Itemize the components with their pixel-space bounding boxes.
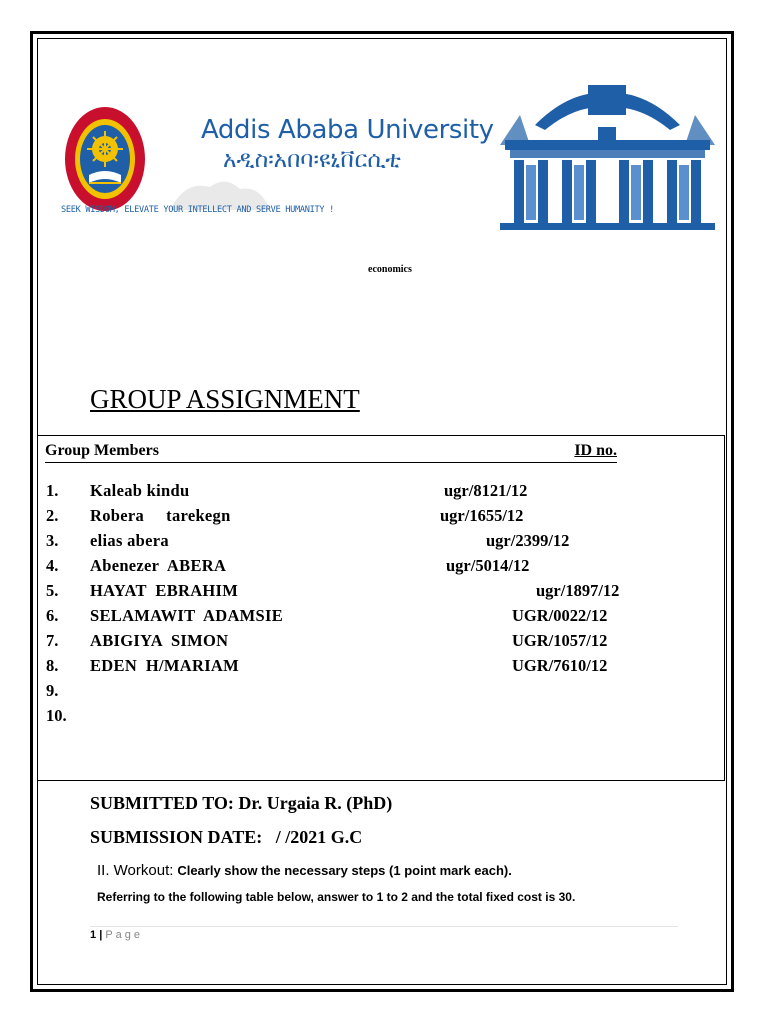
member-id: ugr/5014/12 xyxy=(446,556,530,575)
university-seal-icon xyxy=(63,105,147,213)
university-banner xyxy=(55,85,715,235)
member-id: UGR/7610/12 xyxy=(512,656,608,675)
member-id: ugr/1897/12 xyxy=(536,581,620,600)
table-row xyxy=(46,681,59,706)
footer-divider xyxy=(90,926,678,927)
table-row xyxy=(46,581,620,606)
table-row xyxy=(46,531,570,556)
submission-date: SUBMISSION DATE: / /2021 G.C xyxy=(90,827,363,847)
row-number: 1. xyxy=(46,481,59,500)
row-number: 3. xyxy=(46,531,59,550)
member-name: Robera tarekegn xyxy=(90,506,231,525)
row-number: 6. xyxy=(46,606,59,625)
footer-separator: | xyxy=(99,929,103,941)
workout-line xyxy=(97,862,512,879)
table-row xyxy=(46,631,608,656)
table-row xyxy=(46,556,530,581)
row-number: 5. xyxy=(46,581,59,600)
member-id: UGR/0022/12 xyxy=(512,606,608,625)
table-row xyxy=(46,606,608,631)
member-id: ugr/1655/12 xyxy=(440,506,524,525)
page-number: 1 xyxy=(90,929,97,941)
subject-label: economics xyxy=(368,264,412,275)
page-footer xyxy=(90,929,143,941)
table-row xyxy=(46,706,67,731)
member-id: UGR/1057/12 xyxy=(512,631,608,650)
page-title: GROUP ASSIGNMENT xyxy=(90,384,360,414)
table-row xyxy=(46,481,528,506)
row-number: 8. xyxy=(46,656,59,675)
university-name-amharic: አዲስ፡አበባ፡ዩኒቨርሲቲ xyxy=(223,147,401,173)
university-building-icon xyxy=(500,85,715,230)
member-id: ugr/8121/12 xyxy=(444,481,528,500)
row-number: 4. xyxy=(46,556,59,575)
page-label: Page xyxy=(105,929,144,941)
university-motto: SEEK WISDOM, ELEVATE YOUR INTELLECT AND SERVE HUMANITY ! xyxy=(61,205,334,215)
submitted-to: SUBMITTED TO: Dr. Urgaia R. (PhD) xyxy=(90,793,393,813)
member-name: HAYAT EBRAHIM xyxy=(90,581,239,600)
row-number: 9. xyxy=(46,681,59,700)
member-name: Abenezer ABERA xyxy=(90,556,227,575)
row-number: 7. xyxy=(46,631,59,650)
member-name: SELAMAWIT ADAMSIE xyxy=(90,606,284,625)
workout-text: Clearly show the necessary steps (1 point mark each). xyxy=(177,863,512,878)
university-name-english: Addis Ababa University xyxy=(201,115,494,145)
members-table-header xyxy=(45,442,617,463)
workout-label: II. Workout: xyxy=(97,862,174,879)
table-row xyxy=(46,506,524,531)
row-number: 2. xyxy=(46,506,59,525)
member-name: EDEN H/MARIAM xyxy=(90,656,240,675)
column-header-id: ID no. xyxy=(574,442,617,459)
table-row xyxy=(46,656,608,681)
member-id: ugr/2399/12 xyxy=(486,531,570,550)
column-header-name: Group Members xyxy=(45,442,159,459)
member-name: elias abera xyxy=(90,531,169,550)
member-name: Kaleab kindu xyxy=(90,481,190,500)
row-number: 10. xyxy=(46,706,67,725)
member-name: ABIGIYA SIMON xyxy=(90,631,229,650)
instruction-text: Referring to the following table below, answer to 1 to 2 and the total fixed cost is 30. xyxy=(97,890,576,904)
